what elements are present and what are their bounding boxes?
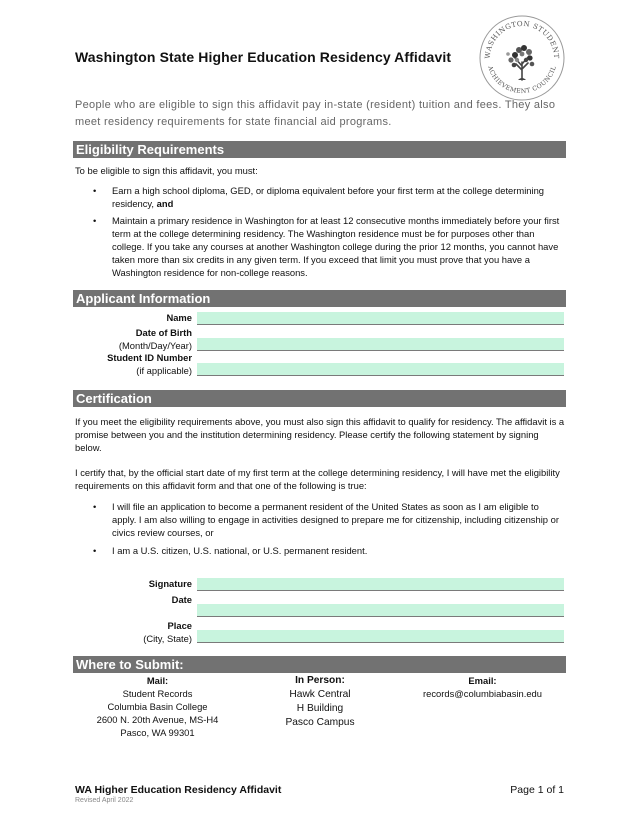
wsac-logo [478, 14, 566, 102]
applicant-heading: Applicant Information [73, 290, 566, 307]
place-hint: (City, State) [143, 633, 192, 644]
in-person-line: Hawk Central [289, 689, 351, 700]
in-person-line: Pasco Campus [285, 717, 355, 728]
mail-line: Columbia Basin College [107, 701, 208, 712]
logo-text-top: WASHINGTON STUDENT [483, 19, 561, 60]
bullet-icon: • [93, 545, 97, 556]
student-id-label: Student ID Number [107, 352, 192, 363]
submit-mail [75, 674, 240, 739]
dob-label: Date of Birth [135, 327, 192, 338]
footer-title: WA Higher Education Residency Affidavit [75, 784, 282, 796]
eligibility-bullet-1: Earn a high school diploma, GED, or diploma equivalent before your first term at the college determining residency, and [112, 185, 544, 209]
certification-para-2: I certify that, by the official start date of my first term at the college determining residency, I will have met the eligibility requirements on this affidavit form and that one of the following is true: [75, 467, 560, 491]
student-id-hint: (if applicable) [136, 365, 192, 376]
signature-label: Signature [148, 578, 192, 589]
email-address-link[interactable]: records@columbiabasin.edu [423, 688, 542, 699]
certification-heading: Certification [73, 390, 566, 407]
bullet-icon: • [93, 215, 97, 226]
mail-line: Pasco, WA 99301 [120, 727, 195, 738]
date-label: Date [171, 594, 192, 605]
mail-line: 2600 N. 20th Avenue, MS-H4 [96, 714, 219, 725]
eligibility-lead: To be eligible to sign this affidavit, you must: [75, 165, 258, 176]
email-heading: Email: [468, 675, 497, 686]
dob-hint: (Month/Day/Year) [118, 340, 192, 351]
name-label: Name [166, 312, 192, 323]
submit-heading: Where to Submit: [73, 656, 566, 673]
tree-icon [506, 45, 534, 80]
mail-line: Student Records [122, 688, 193, 699]
submit-email [400, 674, 565, 700]
certification-para-1: If you meet the eligibility requirements above, you must also sign this affidavit to qualify for residency. The affidavit is a promise between you and the institution determining residency. Please certify the following statement by signing below. [75, 416, 565, 453]
revised-date: Revised April 2022 [75, 797, 134, 804]
place-label: Place [167, 620, 192, 631]
page-number: Page 1 of 1 [510, 784, 564, 796]
intro-text: People who are eligible to sign this affidavit pay in-state (resident) tuition and fees. They also meet residency requirements for state financial aid programs. [75, 99, 556, 128]
mail-heading: Mail: [146, 675, 169, 686]
date-field[interactable] [197, 604, 564, 617]
dob-field[interactable] [197, 338, 564, 351]
submit-in-person [250, 674, 390, 730]
signature-field[interactable] [197, 578, 564, 591]
name-field[interactable] [197, 312, 564, 325]
place-field[interactable] [197, 630, 564, 643]
in-person-line: H Building [296, 703, 344, 714]
page-title: Washington State Higher Education Residency Affidavit [75, 49, 452, 65]
eligibility-heading: Eligibility Requirements [73, 141, 566, 158]
in-person-heading: In Person: [295, 675, 345, 686]
bullet-icon: • [93, 185, 97, 196]
logo-text-bottom: ACHIEVEMENT COUNCIL [486, 65, 558, 96]
bullet-icon: • [93, 501, 97, 512]
student-id-field[interactable] [197, 363, 564, 376]
certification-bullet-1: I will file an application to become a permanent resident of the United States as soon as I am eligible to apply. I am also willing to engage in activities designed to prepare me for citizenship, including citizenship or civics review courses, or [112, 501, 559, 538]
certification-bullet-2: I am a U.S. citizen, U.S. national, or U.S. permanent resident. [112, 545, 368, 556]
eligibility-bullet-2: Maintain a primary residence in Washington for at least 12 consecutive months immediately before your first term at the college determining residency. The Washington residence must be for purposes other than college. If you take any courses at another Washington college during the prior 12 months, you cannot have taken more than six credits in any given term. If you exceed that limit you must prove that you have a Washington residence for non-college reasons. [112, 215, 560, 278]
